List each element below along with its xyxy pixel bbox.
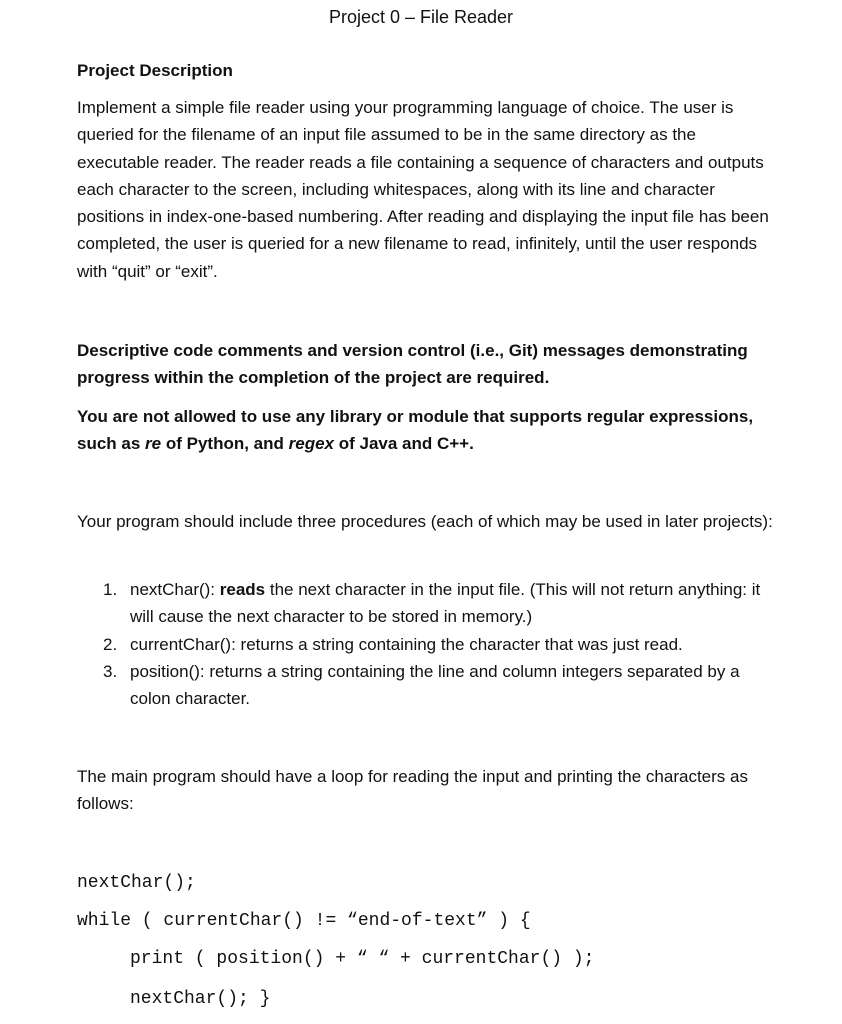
procedure-name: position(): [130, 661, 210, 681]
regex-restriction-part2: of Python, and [161, 434, 289, 454]
procedure-number: 1. [103, 580, 118, 599]
loop-intro: The main program should have a loop for reading the input and printing the characters as follows: [77, 767, 748, 814]
procedure-item-position [77, 658, 777, 713]
code-line: print ( position() + “ “ + currentChar() ); [130, 949, 595, 969]
procedure-description: returns a string containing the line and column integers separated by a colon character. [130, 661, 740, 709]
regex-restriction-part3: of Java and C++. [334, 434, 474, 454]
page-title: Project 0 – File Reader [328, 7, 514, 27]
procedure-item-next-char [77, 576, 777, 631]
code-line: nextChar(); [77, 873, 196, 893]
code-line: nextChar(); } [130, 989, 271, 1009]
regex-restriction [77, 403, 777, 458]
procedure-name: nextChar(): [130, 580, 220, 599]
procedure-number: 3. [103, 661, 118, 681]
regex-restriction-part1: You are not allowed to use any library or module that supports regular expressions, such as [77, 407, 754, 454]
project-description-text: Implement a simple file reader using your programming language of choice. The user is queried for the filename of an input file assumed to be in the same directory as the executable reader. The reader reads a file containing a sequence of characters and outputs each character to the screen, including whitespaces, along with its line and character positions in index-one-based numbering. After reading and displaying the input file has been completed, the user is queried for a new filename to read, infinitely, until the user responds with “quit” or “exit”. [77, 98, 769, 281]
procedure-description: the next character in the input file. (This will not return anything: it will cause the next character to be stored in memory.) [130, 580, 761, 627]
procedure-item-current-char [77, 631, 777, 658]
procedure-list [77, 576, 777, 712]
code-line: while ( currentChar() != “end-of-text” ) { [77, 911, 531, 931]
procedure-number: 2. [103, 634, 118, 654]
procedure-name: currentChar(): [130, 634, 241, 654]
procedure-emphasis: reads [219, 580, 266, 599]
regex-restriction-re: re [145, 434, 162, 454]
regex-restriction-regex: regex [288, 434, 334, 454]
project-description-heading: Project Description [77, 61, 233, 80]
comments-requirement: Descriptive code comments and version control (i.e., Git) messages demonstrating progress within the completion of the project are required. [77, 341, 748, 388]
procedures-intro: Your program should include three procedures (each of which may be used in later projects): [77, 512, 773, 531]
procedure-description: returns a string containing the character that was just read. [240, 634, 683, 654]
